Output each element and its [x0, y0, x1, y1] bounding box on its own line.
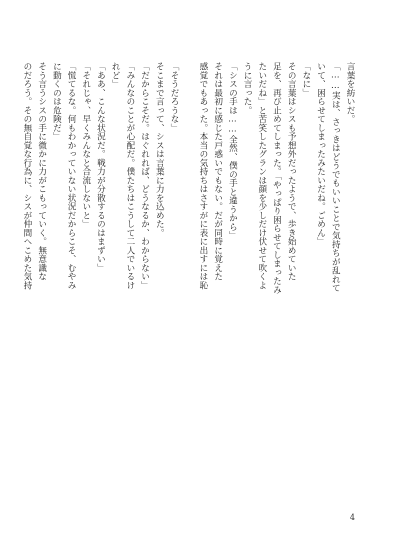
text-column-right [196, 62, 357, 476]
text-line: 「それじゃ、早くみんなと合流しないと」 [80, 62, 91, 229]
text-line: 「みんなのことが心配だ。僕たちはこうして二人でいるけ [124, 62, 135, 290]
text-line: れど」 [110, 62, 121, 89]
page-number: 4 [349, 513, 355, 522]
text-line: そこまで言って、シスは言葉に力を込めた。 [154, 62, 165, 237]
text-column-left [20, 62, 181, 476]
text-line: に動くのは危険だ」 [51, 62, 62, 141]
text-line: のだろう。その無自覚な行為に、シスが仲間へこめた気持 [21, 62, 32, 290]
text-line: 「ああ、こんな状況だ。戦力が分散するのはまずい」 [95, 62, 106, 272]
text-line: 「……実は、さっきはどうでもいいことで気持ちが乱れて [330, 62, 341, 293]
text-line: 足を、再び止めてしまった。「やっぱり困らせてしまったみ [271, 62, 282, 294]
text-line: 「シスの手は……全然、僕の手と違うから」 [227, 62, 238, 240]
text-line: たいだね」と苦笑したグランは顔を少しだけ伏せて吹くよ [256, 62, 267, 290]
text-line: 感覚でもあった。本当の気持ちはさすがに表に出すには恥 [197, 62, 208, 290]
text-line: 「慌てるな。何もわかっていない状況だからこそ、むやみ [66, 62, 77, 290]
text-line: 言葉を紡いだ。 [345, 62, 355, 124]
text-line: 「そうだろうな」 [169, 62, 179, 132]
text-line: それは最初に感じた戸惑いでもない。だが同時に覚えた [212, 62, 223, 281]
text-line: うに言った。 [242, 62, 253, 115]
text-line: いて、困らせてしまったみたいだね。ごめん」 [315, 62, 326, 246]
text-line: その言葉はシスも予想外だったようで、歩き始めていた [286, 62, 297, 281]
text-line: そう言うシスの手に微かに力がこもっていく。無意識な [36, 62, 47, 281]
text-line: 「なに」 [300, 62, 311, 97]
text-line: 「だからこそだ。はぐれれば、どうなるか、わからない」 [139, 62, 150, 290]
